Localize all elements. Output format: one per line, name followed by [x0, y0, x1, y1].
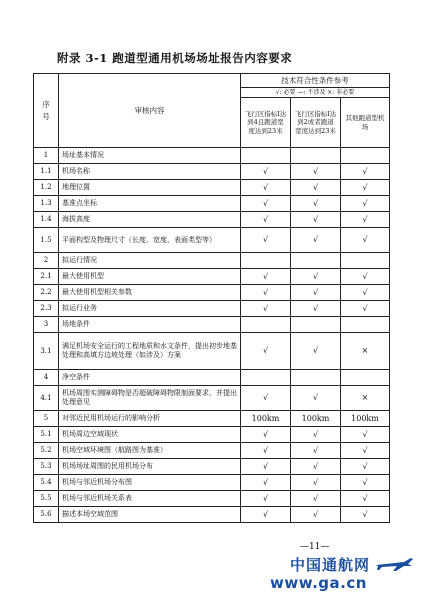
- mark-class4: √: [241, 443, 291, 459]
- mark-class2: [291, 370, 341, 386]
- mark-other: √: [341, 491, 390, 507]
- header-col-other: 其他跑道型机场: [341, 98, 390, 148]
- row-number: 1: [34, 148, 59, 164]
- mark-class4: √: [241, 475, 291, 491]
- row-number: 5.5: [34, 491, 59, 507]
- row-content: 基准点坐标: [59, 196, 241, 212]
- mark-class2: √: [291, 301, 341, 317]
- row-content: 拟运行业务: [59, 301, 241, 317]
- mark-class2: √: [291, 269, 341, 285]
- row-number: 4.1: [34, 386, 59, 411]
- mark-class4: √: [241, 459, 291, 475]
- mark-other: [341, 317, 390, 333]
- mark-class2: [291, 253, 341, 269]
- section-row: [34, 253, 390, 269]
- mark-class2: √: [291, 196, 341, 212]
- mark-class4: 100km: [241, 411, 291, 427]
- table-row: [34, 164, 390, 180]
- table-row: [34, 443, 390, 459]
- mark-other: √: [341, 443, 390, 459]
- row-number: 1.1: [34, 164, 59, 180]
- table-row: [34, 427, 390, 443]
- row-content: 满足机场安全运行的工程地质和水文条件，提出初步地基处理和高填方边坡处理（如涉及）方案: [59, 333, 241, 370]
- mark-class2: √: [291, 285, 341, 301]
- table-body: [34, 148, 390, 523]
- mark-class4: √: [241, 196, 291, 212]
- mark-class4: √: [241, 491, 291, 507]
- mark-other: [341, 370, 390, 386]
- row-content: 场地条件: [59, 317, 241, 333]
- row-number: 5.4: [34, 475, 59, 491]
- mark-class4: √: [241, 212, 291, 228]
- mark-other: √: [341, 475, 390, 491]
- row-number: 3.1: [34, 333, 59, 370]
- mark-class4: √: [241, 180, 291, 196]
- row-content: 最大使用机型相关参数: [59, 285, 241, 301]
- mark-class4: √: [241, 269, 291, 285]
- mark-other: √: [341, 507, 390, 523]
- row-content: 机场周边空域现状: [59, 427, 241, 443]
- row-content: 描述本场空域范围: [59, 507, 241, 523]
- mark-class4: √: [241, 164, 291, 180]
- row-number: 3: [34, 317, 59, 333]
- row-content: 最大使用机型: [59, 269, 241, 285]
- table-row: [34, 180, 390, 196]
- table-row: [34, 459, 390, 475]
- mark-other: √: [341, 228, 390, 253]
- table-row: [34, 285, 390, 301]
- mark-other: ×: [341, 333, 390, 370]
- mark-other: [341, 148, 390, 164]
- mark-other: √: [341, 285, 390, 301]
- mark-class4: [241, 317, 291, 333]
- table-row: [34, 475, 390, 491]
- row-number: 1.2: [34, 180, 59, 196]
- mark-class2: √: [291, 386, 341, 411]
- header-legend: √: 必要 —: 不涉及 ×: 非必要: [241, 88, 390, 98]
- mark-class2: √: [291, 427, 341, 443]
- header-content: 审核内容: [59, 74, 241, 148]
- row-number: 2.3: [34, 301, 59, 317]
- row-content: 场址基本情况: [59, 148, 241, 164]
- mark-class2: √: [291, 228, 341, 253]
- mark-class4: √: [241, 333, 291, 370]
- header-no-label: 序号: [42, 99, 50, 121]
- mark-class4: [241, 253, 291, 269]
- mark-other: √: [341, 180, 390, 196]
- mark-other: √: [341, 212, 390, 228]
- mark-class2: √: [291, 164, 341, 180]
- mark-class2: √: [291, 180, 341, 196]
- requirements-table: [33, 73, 390, 523]
- table-row: [34, 507, 390, 523]
- section-row: [34, 370, 390, 386]
- table-row: [34, 301, 390, 317]
- row-content: 机场周围实测障碍物是否超破障碍物限制面要求，并提出处理意见: [59, 386, 241, 411]
- mark-class2: √: [291, 459, 341, 475]
- row-content: 机场名称: [59, 164, 241, 180]
- table-row: [34, 196, 390, 212]
- watermark-url: www.ga.cn: [270, 574, 367, 592]
- row-number: 5.2: [34, 443, 59, 459]
- table-row: [34, 269, 390, 285]
- mark-other: √: [341, 269, 390, 285]
- row-number: 1.3: [34, 196, 59, 212]
- row-content: 机场与邻近机场分布图: [59, 475, 241, 491]
- mark-class2: [291, 148, 341, 164]
- row-content: 机场场址周围的民用机场分布: [59, 459, 241, 475]
- row-content: 对邻近民用机场运行的影响分析: [59, 411, 241, 427]
- mark-class4: √: [241, 507, 291, 523]
- section-row: [34, 411, 390, 427]
- mark-class2: √: [291, 443, 341, 459]
- row-number: 2.2: [34, 285, 59, 301]
- row-content: 海拔高度: [59, 212, 241, 228]
- table-row: [34, 212, 390, 228]
- header-col-class2: 飞行区指标Ⅰ达到2或者跑道宽度达到23米: [291, 98, 341, 148]
- row-content: 净空条件: [59, 370, 241, 386]
- mark-class4: [241, 370, 291, 386]
- mark-other: [341, 253, 390, 269]
- row-number: 5: [34, 411, 59, 427]
- header-tech-title: 技术符合性条件参考: [241, 74, 390, 88]
- mark-class4: √: [241, 386, 291, 411]
- mark-class4: √: [241, 285, 291, 301]
- row-number: 5.6: [34, 507, 59, 523]
- mark-class2: 100km: [291, 411, 341, 427]
- page-number: —11—: [300, 542, 330, 552]
- row-number: 5.1: [34, 427, 59, 443]
- row-number: 5.3: [34, 459, 59, 475]
- mark-class4: √: [241, 228, 291, 253]
- mark-other: √: [341, 196, 390, 212]
- header-col-class4: 飞行区指标Ⅰ达到4且跑道宽度达到23米: [241, 98, 291, 148]
- mark-class2: √: [291, 507, 341, 523]
- mark-other: ×: [341, 386, 390, 411]
- row-number: 2: [34, 253, 59, 269]
- mark-class4: √: [241, 427, 291, 443]
- row-content: 机场与邻近机场关系表: [59, 491, 241, 507]
- mark-class4: [241, 148, 291, 164]
- row-number: 4: [34, 370, 59, 386]
- section-row: [34, 148, 390, 164]
- mark-other: √: [341, 427, 390, 443]
- mark-other: √: [341, 301, 390, 317]
- row-content: 地理位置: [59, 180, 241, 196]
- mark-other: 100km: [341, 411, 390, 427]
- row-content: 拟运行情况: [59, 253, 241, 269]
- mark-class2: [291, 317, 341, 333]
- table-header: [34, 74, 390, 148]
- table-row: [34, 228, 390, 253]
- row-number: 1.4: [34, 212, 59, 228]
- watermark-site-name: 中国通航网: [290, 556, 371, 574]
- mark-class2: √: [291, 475, 341, 491]
- airplane-logo-icon: [374, 553, 414, 573]
- table-row: [34, 386, 390, 411]
- row-number: 1.5: [34, 228, 59, 253]
- mark-other: √: [341, 459, 390, 475]
- row-number: 2.1: [34, 269, 59, 285]
- row-content: 平面构型及物理尺寸（长度、宽度、表面类型等）: [59, 228, 241, 253]
- table-row: [34, 333, 390, 370]
- header-no: [34, 74, 59, 148]
- mark-class2: √: [291, 333, 341, 370]
- table-row: [34, 491, 390, 507]
- section-row: [34, 317, 390, 333]
- mark-class2: √: [291, 212, 341, 228]
- mark-class2: √: [291, 491, 341, 507]
- row-content: 机场空域环境图（航路图为基准）: [59, 443, 241, 459]
- mark-class4: √: [241, 301, 291, 317]
- mark-other: √: [341, 164, 390, 180]
- appendix-title: 附录 3-1 跑道型通用机场场址报告内容要求: [57, 51, 293, 65]
